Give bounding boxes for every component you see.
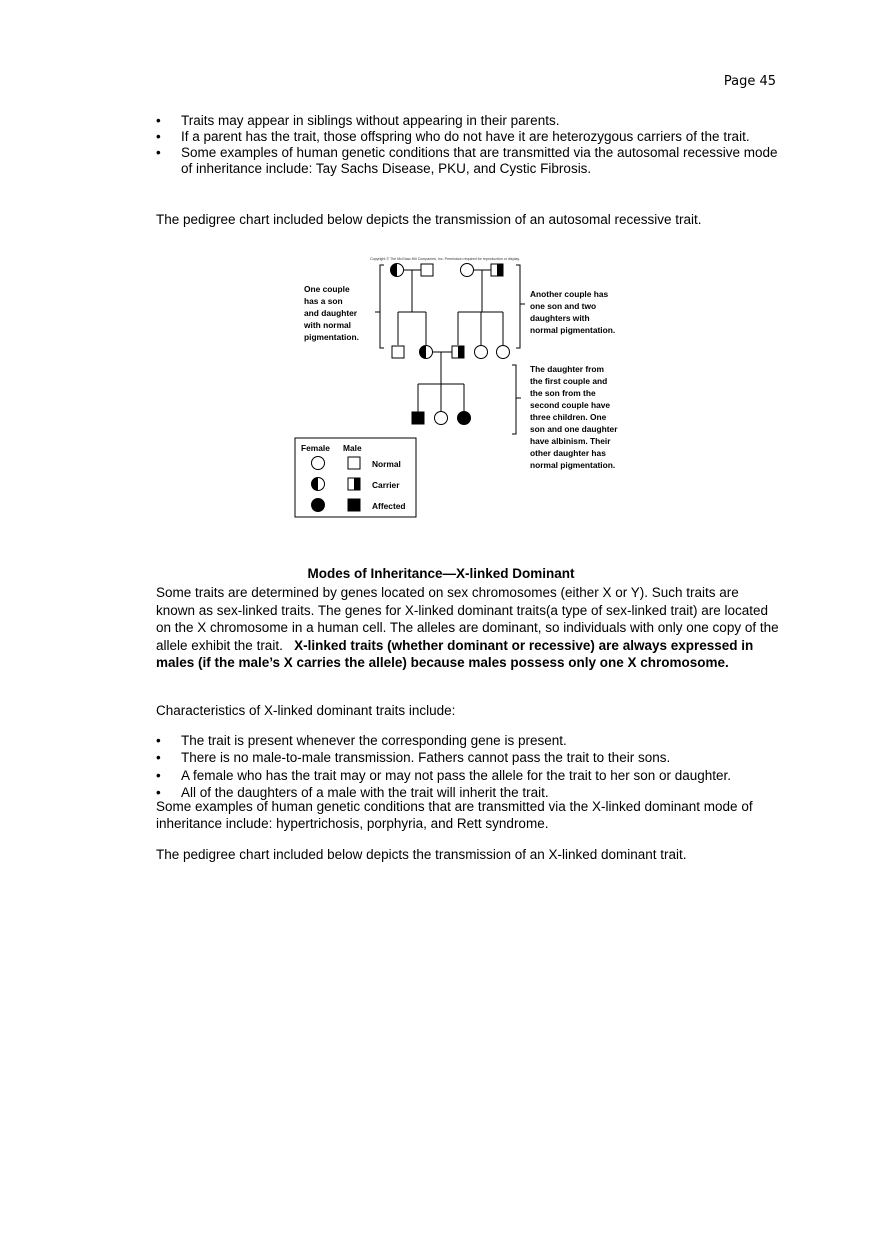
- caption-children: [530, 364, 620, 470]
- normal-male-symbol: [421, 264, 433, 276]
- caption-line: second couple have: [530, 400, 611, 410]
- carrier-male-symbol: [491, 264, 503, 276]
- bullet-item: • The trait is present whenever the corresponding gene is present.: [156, 732, 780, 749]
- caption-line: normal pigmentation.: [530, 460, 616, 470]
- bullet-item: • A female who has the trait may or may not pass the allele for the trait to her son or daughter.: [156, 767, 780, 784]
- caption-line: the son from the: [530, 388, 596, 398]
- normal-female-symbol: [435, 412, 448, 425]
- xlinked-chart-intro: The pedigree chart included below depicts the transmission of an X-linked dominant trait.: [156, 847, 687, 862]
- caption-line: three children. One: [530, 412, 607, 422]
- bullet-item: • There is no male-to-male transmission. Fathers cannot pass the trait to their sons.: [156, 749, 780, 766]
- caption-line: daughters with: [530, 313, 590, 323]
- bullet-item: • If a parent has the trait, those offspring who do not have it are heterozygous carriers of the trait.: [156, 129, 780, 145]
- right-top-bracket: [516, 265, 520, 348]
- legend-male-header: Male: [343, 443, 362, 453]
- caption-line: The daughter from: [530, 364, 604, 374]
- page-number: Page 45: [723, 74, 776, 89]
- recessive-characteristics: [156, 113, 780, 177]
- caption-line: son and one daughter: [530, 424, 618, 434]
- caption-line: other daughter has: [530, 448, 606, 458]
- xlinked-examples: Some examples of human genetic conditions that are transmitted via the X-linked dominant mode of inheritance include: hypertrichosis, porphyria, and Rett syndrome.: [156, 799, 753, 831]
- normal-female-symbol: [497, 346, 510, 359]
- legend-carrier-female-symbol: [312, 478, 325, 491]
- caption-line: has a son: [304, 296, 343, 306]
- right-bottom-bracket: [512, 365, 516, 434]
- legend-carrier-male-symbol: [348, 478, 360, 490]
- xlinked-intro-paragraph: [156, 584, 780, 672]
- bullet-item: • Some examples of human genetic conditions that are transmitted via the autosomal recessive mode of inheritance include: Tay Sachs Disease, PKU, and Cystic Fibrosis.: [156, 145, 780, 177]
- legend-normal-label: Normal: [372, 459, 401, 469]
- section-heading: Modes of Inheritance—X-linked Dominant: [307, 566, 575, 581]
- carrier-male-symbol: [452, 346, 464, 358]
- xlinked-bullet-list: [156, 732, 780, 802]
- legend-carrier-label: Carrier: [372, 480, 400, 490]
- caption-line: the first couple and: [530, 376, 608, 386]
- legend-female-header: Female: [301, 443, 330, 453]
- caption-line: pigmentation.: [304, 332, 359, 342]
- xlinked-intro-text: Some traits are determined by genes located on sex chromosomes (either X or Y). Such traits are known as sex-linked traits. The genes for X-linked dominant traits(a type of sex-linked trait) are located on the X chromosome in a human cell. The alleles are dominant, so individuals with only one copy of the allele exhibit the trait.: [156, 585, 779, 653]
- left-bracket: [380, 265, 384, 348]
- bullet-item: • Traits may appear in siblings without appearing in their parents.: [156, 113, 780, 129]
- caption-line: One couple: [304, 284, 350, 294]
- legend-normal-male-symbol: [348, 457, 360, 469]
- xlinked-characteristics: [156, 732, 780, 802]
- xlinked-bold-statement: X-linked traits (whether dominant or recessive) are always expressed in males (if the male’s X carries the allele) because males possess only one X chromosome.: [156, 637, 754, 671]
- legend-affected-female-symbol: [312, 499, 325, 512]
- carrier-female-symbol: [391, 264, 404, 277]
- recessive-chart-intro: The pedigree chart included below depicts the transmission of an autosomal recessive trait.: [156, 212, 702, 227]
- caption-line: normal pigmentation.: [530, 325, 616, 335]
- normal-female-symbol: [461, 264, 474, 277]
- affected-male-symbol: [412, 412, 424, 424]
- bullet-item: • All of the daughters of a male with the trait will inherit the trait.: [156, 784, 780, 801]
- xlinked-characteristics-intro: Characteristics of X-linked dominant traits include:: [156, 703, 456, 718]
- caption-line: Another couple has: [530, 289, 609, 299]
- legend-affected-label: Affected: [372, 501, 406, 511]
- caption-line: one son and two: [530, 301, 597, 311]
- carrier-female-symbol: [420, 346, 433, 359]
- caption-first-couple: [303, 284, 359, 342]
- affected-female-symbol: [458, 412, 471, 425]
- pedigree-legend: [295, 438, 416, 517]
- legend-normal-female-symbol: [312, 457, 325, 470]
- autosomal-recessive-pedigree-chart: [290, 252, 650, 524]
- copyright-notice: Copyright © The McGraw-Hill Companies, Inc. Permission required for reproduction or display.: [370, 257, 520, 261]
- caption-line: have albinism. Their: [530, 436, 611, 446]
- recessive-bullet-list: [156, 113, 780, 177]
- caption-second-couple: [530, 289, 615, 335]
- caption-line: with normal: [304, 320, 351, 330]
- normal-male-symbol: [392, 346, 404, 358]
- normal-female-symbol: [475, 346, 488, 359]
- caption-line: and daughter: [304, 308, 358, 318]
- legend-affected-male-symbol: [348, 499, 360, 511]
